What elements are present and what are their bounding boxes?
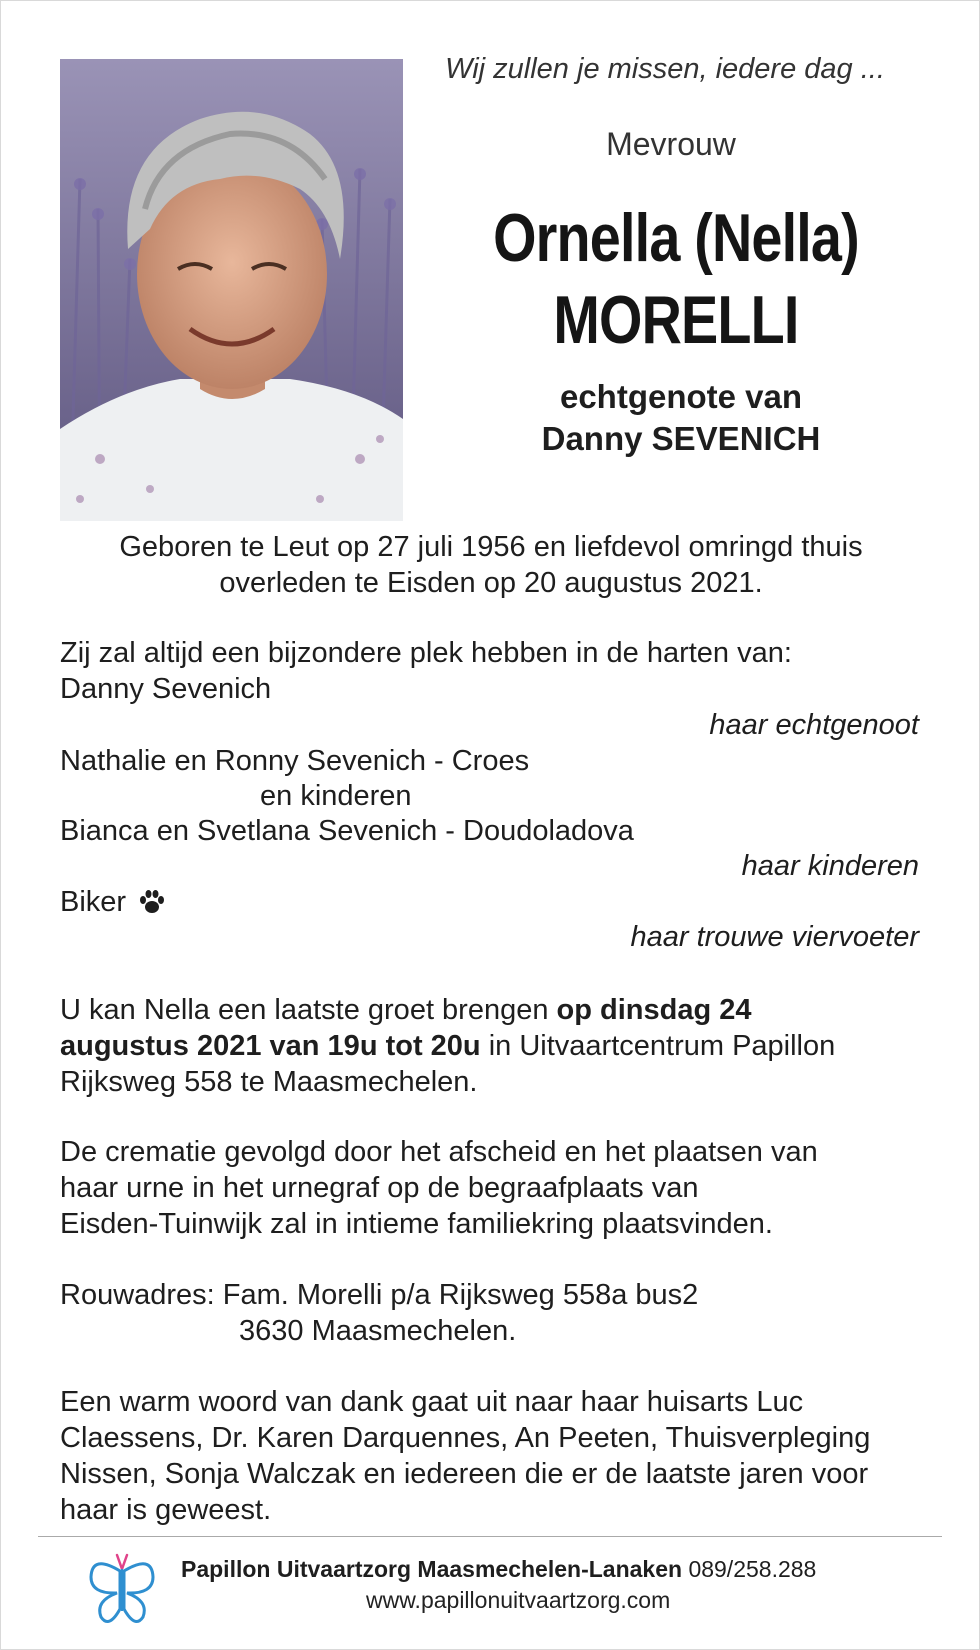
thanks-line2: Claessens, Dr. Karen Darquennes, An Peeten, Thuisverpleging	[60, 1422, 871, 1454]
address-line1: Rouwadres: Fam. Morelli p/a Rijksweg 558a bus2	[60, 1279, 699, 1311]
cremation-line3: Eisden-Tuinwijk zal in intieme familiekring plaatsvinden.	[60, 1208, 773, 1240]
motto: Wij zullen je missen, iedere dag ...	[445, 53, 885, 85]
address-line2: 3630 Maasmechelen.	[239, 1315, 517, 1347]
portrait-photo	[60, 59, 403, 521]
spouse-line2: Danny SEVENICH	[541, 420, 821, 457]
child1-sub: en kinderen	[260, 780, 412, 812]
thanks-line4: haar is geweest.	[60, 1494, 272, 1526]
company-name: Papillon Uitvaartzorg Maasmechelen-Lanaken	[181, 1556, 683, 1582]
company-phone: 089/258.288	[688, 1556, 817, 1582]
deceased-name-line1: Ornella (Nella)	[493, 200, 859, 276]
farewell-part1: U kan Nella een laatste groet brengen	[60, 994, 557, 1026]
spouse-info	[431, 376, 931, 460]
footer-divider	[38, 1536, 942, 1537]
farewell-line2	[60, 1028, 940, 1064]
cremation-line1: De crematie gevolgd door het afscheid en het plaatsen van	[60, 1136, 818, 1168]
deceased-name	[463, 197, 889, 361]
spouse-line1: echtgenote van	[559, 378, 803, 415]
farewell-line1	[60, 992, 940, 1028]
thanks-line1: Een warm woord van dank gaat uit naar haar huisarts Luc	[60, 1386, 804, 1418]
husband-name: Danny Sevenich	[60, 673, 272, 705]
husband-relation: haar echtgenoot	[709, 709, 919, 741]
birth-line2: overleden te Eisden op 20 augustus 2021.	[219, 567, 763, 599]
thanks-line3: Nissen, Sonja Walczak en iedereen die er de laatste jaren voor	[60, 1458, 869, 1490]
pet-relation: haar trouwe viervoeter	[630, 921, 919, 953]
thanks-info	[60, 1384, 940, 1528]
cremation-line2: haar urne in het urnegraf op de begraafplaats van	[60, 1172, 699, 1204]
farewell-info	[60, 992, 940, 1100]
child2-name: Bianca en Svetlana Sevenich - Doudoladova	[60, 815, 634, 847]
farewell-line3: Rijksweg 558 te Maasmechelen.	[60, 1066, 478, 1098]
salutation: Mevrouw	[606, 126, 736, 162]
farewell-part2: in Uitvaartcentrum Papillon	[480, 1030, 836, 1062]
birth-line1: Geboren te Leut op 27 juli 1956 en liefdevol omringd thuis	[119, 531, 863, 563]
paw-icon	[138, 888, 166, 924]
birth-death-info	[41, 529, 941, 601]
cremation-info	[60, 1134, 940, 1242]
pet-name: Biker	[60, 886, 127, 918]
children-relation: haar kinderen	[741, 850, 919, 882]
family-intro: Zij zal altijd een bijzondere plek hebben in de harten van:	[60, 637, 792, 669]
deceased-name-line2: MORELLI	[553, 282, 799, 358]
farewell-bold1: op dinsdag 24	[556, 994, 752, 1026]
child1-name: Nathalie en Ronny Sevenich - Croes	[60, 745, 530, 777]
farewell-bold2: augustus 2021 van 19u tot 20u	[60, 1030, 481, 1062]
footer-company	[181, 1556, 816, 1583]
butterfly-logo-icon	[87, 1549, 157, 1631]
company-website[interactable]: www.papillonuitvaartzorg.com	[366, 1587, 671, 1613]
pet-line	[60, 884, 166, 924]
